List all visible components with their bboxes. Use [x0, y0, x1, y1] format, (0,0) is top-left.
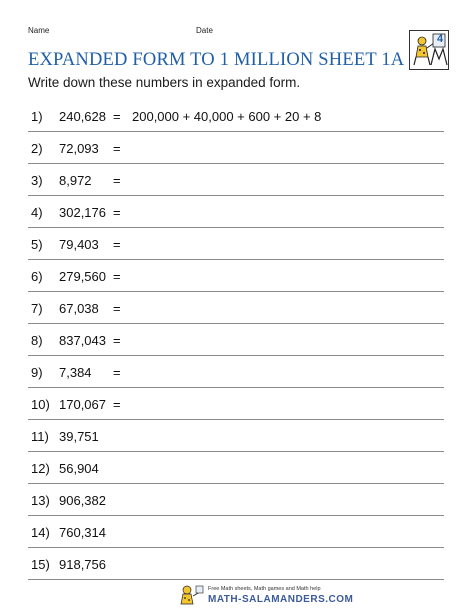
equals-sign: =	[113, 173, 121, 188]
problem-value: 72,093	[59, 141, 99, 156]
problem-number: 5)	[31, 237, 43, 252]
salamander-grade-badge-icon	[409, 30, 449, 70]
problem-row	[28, 292, 444, 324]
problem-number: 11)	[31, 429, 49, 444]
problem-number: 8)	[31, 333, 43, 348]
equals-sign: =	[113, 365, 121, 380]
problem-value: 170,067	[59, 397, 106, 412]
problem-row	[28, 324, 444, 356]
instructions-text: Write down these numbers in expanded form.	[28, 75, 301, 90]
equals-sign: =	[113, 237, 121, 252]
problem-number: 13)	[31, 493, 50, 508]
problem-value: 760,314	[59, 525, 106, 540]
page-title: EXPANDED FORM TO 1 MILLION SHEET 1A	[28, 50, 405, 70]
problem-row	[28, 548, 444, 580]
equals-sign: =	[113, 333, 121, 348]
problem-value: 79,403	[59, 237, 99, 252]
problem-number: 2)	[31, 141, 43, 156]
problem-row	[28, 452, 444, 484]
problem-row	[28, 516, 444, 548]
problem-value: 906,382	[59, 493, 106, 508]
problem-row	[28, 100, 444, 132]
problem-list	[28, 100, 444, 580]
equals-sign: =	[113, 397, 121, 412]
problem-row	[28, 228, 444, 260]
answer-text: 200,000 + 40,000 + 600 + 20 + 8	[132, 109, 322, 124]
problem-row	[28, 260, 444, 292]
equals-sign: =	[113, 141, 121, 156]
equals-sign: =	[113, 269, 121, 284]
problem-number: 14)	[31, 525, 50, 540]
problem-value: 240,628	[59, 109, 106, 124]
problem-row	[28, 164, 444, 196]
equals-sign: =	[113, 205, 121, 220]
problem-row	[28, 356, 444, 388]
problem-number: 1)	[31, 109, 43, 124]
problem-value: 279,560	[59, 269, 106, 284]
salamander-logo-icon	[178, 584, 204, 608]
footer-tagline: Free Math sheets, Math games and Math help	[208, 586, 321, 592]
date-label: Date	[196, 26, 213, 35]
problem-number: 3)	[31, 173, 43, 188]
problem-value: 56,904	[59, 461, 99, 476]
problem-value: 39,751	[59, 429, 99, 444]
problem-value: 7,384	[59, 365, 92, 380]
footer-brand: MATH-SALAMANDERS.COM	[208, 594, 354, 605]
problem-value: 918,756	[59, 557, 106, 572]
grade-number: 4	[436, 33, 444, 45]
problem-number: 9)	[31, 365, 43, 380]
problem-row	[28, 196, 444, 228]
problem-number: 15)	[31, 557, 50, 572]
equals-sign: =	[113, 301, 121, 316]
problem-number: 10)	[31, 397, 50, 412]
equals-sign: =	[113, 109, 121, 124]
problem-value: 302,176	[59, 205, 106, 220]
problem-row	[28, 132, 444, 164]
problem-value: 837,043	[59, 333, 106, 348]
problem-number: 12)	[31, 461, 50, 476]
problem-value: 8,972	[59, 173, 92, 188]
problem-number: 7)	[31, 301, 43, 316]
problem-row	[28, 420, 444, 452]
problem-number: 4)	[31, 205, 43, 220]
footer	[178, 584, 354, 608]
problem-number: 6)	[31, 269, 43, 284]
problem-row	[28, 484, 444, 516]
problem-value: 67,038	[59, 301, 99, 316]
problem-row	[28, 388, 444, 420]
name-label: Name	[28, 26, 50, 35]
